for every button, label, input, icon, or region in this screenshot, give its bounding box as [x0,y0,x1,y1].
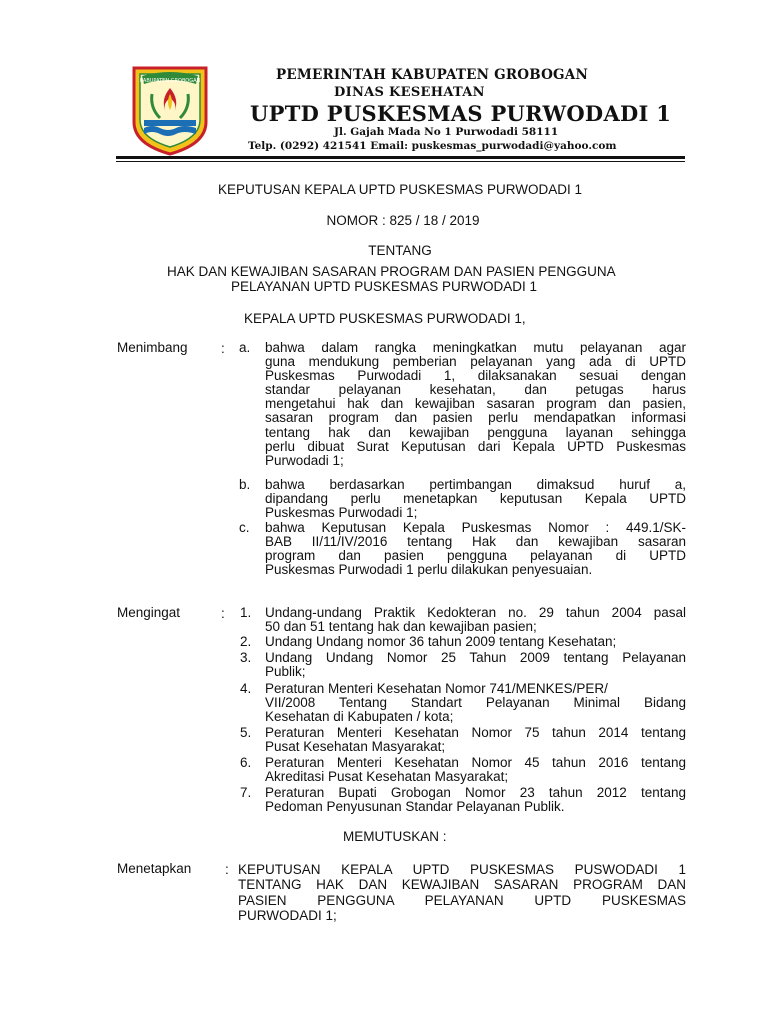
government-name: PEMERINTAH KABUPATEN GROBOGAN [276,67,588,83]
mengingat-item-3: Undang Undang Nomor 25 Tahun 2009 tentang Pelayanan Publik; [265,650,686,680]
menetapkan-label: Menetapkan [117,861,192,876]
mengingat-marker-7: 7. [240,785,252,800]
issuer: KEPALA UPTD PUSKESMAS PURWODADI 1, [244,311,526,326]
mengingat-item-1: Undang-undang Praktik Kedokteran no. 29 tahun 2004 pasal 50 dan 51 tentang hak dan kewajiban pasien; [265,605,686,635]
grobogan-regency-emblem [130,64,210,156]
mengingat-marker-5: 5. [240,725,252,740]
menimbang-marker-b: b. [239,477,251,492]
subject-line-1: HAK DAN KEWAJIBAN SASARAN PROGRAM DAN PASIEN PENGGUNA [167,264,616,279]
menimbang-item-a: bahwa dalam rangka meningkatkan mutu pelayanan agar guna mendukung pemberian pelayanan yang ada di UPTD Puskesmas Purwodadi 1, dilaksanakan sesuai dengan standar pelayanan kesehatan, dan petugas harus mengetahui hak dan kewajiban sasaran program dan pasien, sasaran program dan pasien perlu mendapatkan informasi tentang hak dan kewajiban pengguna layanan sehingga perlu dibuat Surat Keputusan dari Kepala UPTD Puskesmas Purwodadi 1; [265,340,686,468]
mengingat-marker-1: 1. [240,605,252,620]
mengingat-label: Mengingat [117,605,181,620]
mengingat-marker-6: 6. [240,755,252,770]
mengingat-item-7: Peraturan Bupati Grobogan Nomor 23 tahun 2012 tentang Pedoman Penyusunan Standar Pelayanan Publik. [265,785,686,815]
mengingat-item-4: Peraturan Menteri Kesehatan Nomor 741/MENKES/PER/ VII/2008 Tentang Standart Pelayanan Minimal Bidang Kesehatan di Kabupaten / kota; [265,681,686,725]
mengingat-colon: : [221,606,225,621]
decree-title: KEPUTUSAN KEPALA UPTD PUSKESMAS PURWODADI 1 [217,182,583,197]
organization-name: UPTD PUSKESMAS PURWODADI 1 [250,101,672,126]
letterhead-rule-thin [116,161,685,162]
menetapkan-colon: : [225,862,229,877]
letterhead-rule-thick [116,156,685,159]
menimbang-item-b: bahwa berdasarkan pertimbangan dimaksud huruf a, dipandang perlu menetapkan keputusan Kepala UPTD Puskesmas Purwodadi 1; [265,477,686,521]
menimbang-colon: : [221,341,225,356]
decree-number: NOMOR : 825 / 18 / 2019 [326,213,480,228]
menetapkan-body: KEPUTUSAN KEPALA UPTD PUSKESMAS PUSWODADI 1 TENTANG HAK DAN KEWAJIBAN SASARAN PROGRAM DAN PASIEN PENGGUNA PELAYANAN UPTD PUSKESMAS PURWODADI 1; [238,862,686,923]
mengingat-item-2: Undang Undang nomor 36 tahun 2009 tentang Kesehatan; [265,634,617,649]
memutuskan-heading: MEMUTUSKAN : [343,829,447,844]
mengingat-marker-2: 2. [240,634,252,649]
menimbang-item-c: bahwa Keputusan Kepala Puskesmas Nomor : 449.1/SK- BAB II/11/IV/2016 tentang Hak dan kewajiban sasaran program dan pasien pengguna pelayanan di UPTD Puskesmas Purwodadi 1 perlu dilakukan penyesuaian. [265,520,686,578]
address: Jl. Gajah Mada No 1 Purwodadi 58111 [334,126,559,138]
about-label: TENTANG [368,243,432,258]
mengingat-marker-3: 3. [240,650,252,665]
mengingat-item-5: Peraturan Menteri Kesehatan Nomor 75 tahun 2014 tentang Pusat Kesehatan Masyarakat; [265,725,686,755]
menimbang-label: Menimbang [117,340,188,355]
department-name: DINAS KESEHATAN [334,85,485,100]
mengingat-item-6: Peraturan Menteri Kesehatan Nomor 45 tahun 2016 tentang Akreditasi Pusat Kesehatan Masyarakat; [265,755,686,785]
mengingat-marker-4: 4. [240,681,252,696]
svg-text:KABUPATEN GROBOGAN: KABUPATEN GROBOGAN [139,78,201,84]
menimbang-marker-a: a. [239,340,251,355]
contact-info: Telp. (0292) 421541 Email: puskesmas_purwodadi@yahoo.com [248,140,617,152]
menimbang-marker-c: c. [239,520,250,535]
subject-line-2: PELAYANAN UPTD PUSKESMAS PURWODADI 1 [231,279,538,294]
